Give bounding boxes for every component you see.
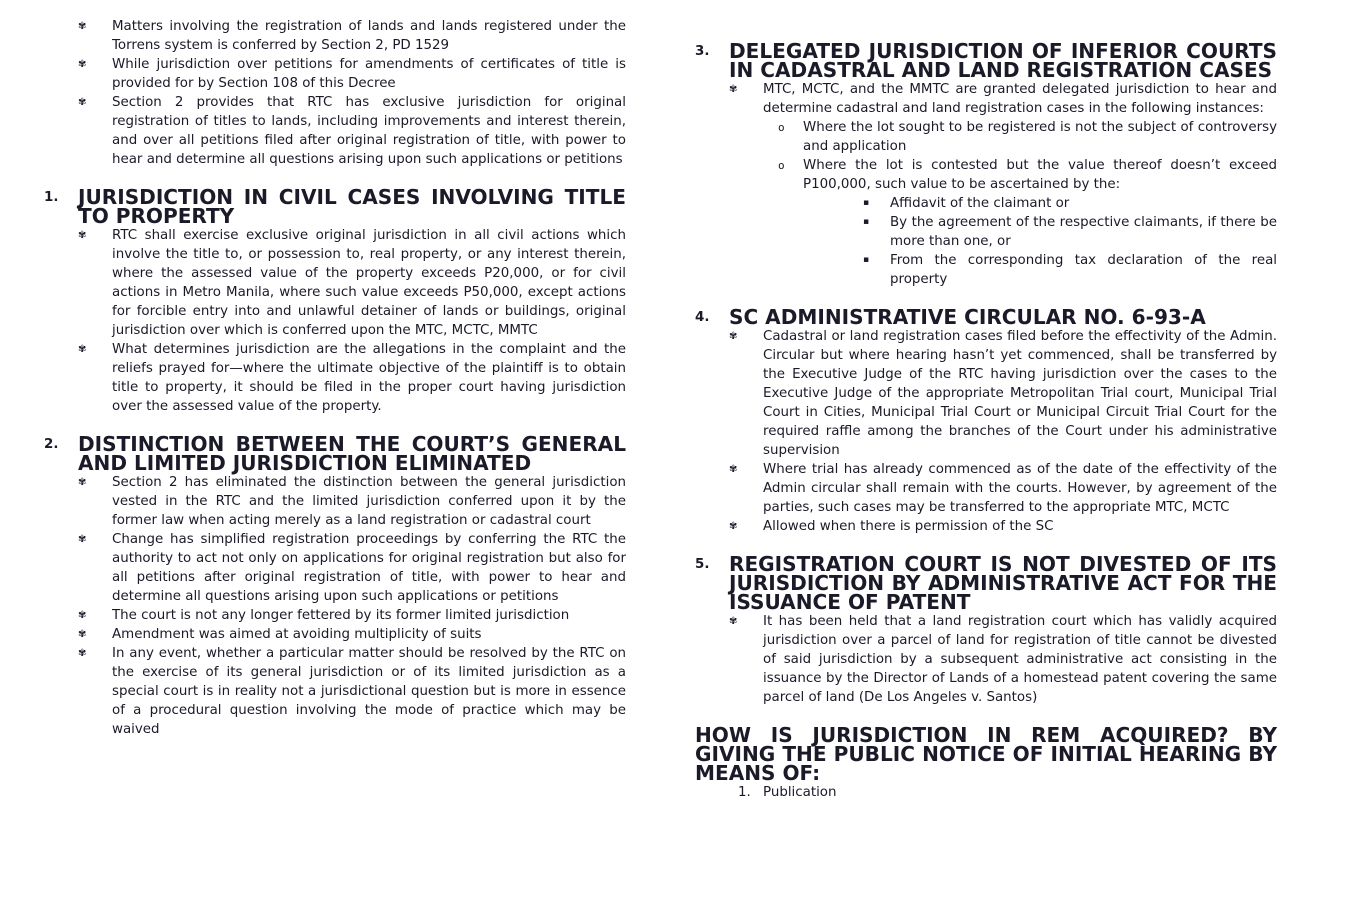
square-bullet-icon: ▪ [863,217,870,227]
section-3 [695,39,1277,289]
intro-bullet-list [44,17,626,169]
sub-sub-bullet-text: From the corresponding tax declaration of the real property [890,253,1277,287]
florette-bullet-icon: ✾ [729,84,738,95]
florette-bullet-icon: ✾ [729,331,738,342]
florette-bullet-icon: ✾ [78,97,87,108]
bullet-text: The court is not any longer fettered by its former limited jurisdiction [112,608,570,623]
bullet-item [695,80,1277,118]
sub-sub-bullet-item [695,213,1277,251]
how-acquired-heading: HOW IS JURISDICTION IN REM ACQUIRED? BY GIVING THE PUBLIC NOTICE OF INITIAL HEARING BY MEANS OF: [695,723,1277,785]
bullet-text: Section 2 provides that RTC has exclusive jurisdiction for original registration of titles to lands, including improvements and interest therein, and over all petitions filed after original registration of title, with power to hear and determine all questions arising upon such applications or petitions [112,95,626,167]
bullet-text: Cadastral or land registration cases filed before the effectivity of the Admin. Circular but where hearing hasn’t yet commenced, shall be transferred by the Executive Judge of the RTC having jurisdiction over the cases to the Executive Judge of the appropriate Metropolitan Trial court, Municipal Trial Court in Cities, Municipal Trial Court or Municipal Circuit Trial Court for the required raffle among the branches of the Court under his administrative supervision [763,329,1277,458]
florette-bullet-icon: ✾ [78,21,87,32]
bullet-item [695,460,1277,517]
section-1 [44,185,626,416]
bullet-item [44,606,626,625]
numbered-list-item [695,783,1277,802]
section-heading [695,552,1277,614]
bullet-item [44,340,626,416]
section-number: 2. [44,437,59,452]
left-column [44,17,626,802]
sub-bullet-text: Where the lot is contested but the value thereof doesn’t exceed P100,000, such value to be ascertained by the: [803,158,1277,192]
bullet-text: Amendment was aimed at avoiding multiplicity of suits [112,627,482,642]
bullet-item [44,55,626,93]
circle-bullet-icon: o [778,159,785,172]
bullet-text: Where trial has already commenced as of the date of the effectivity of the Admin circular shall remain with the courts. However, by agreement of the parties, such cases may be transferred to the appropriate MTC, MCTC [763,462,1277,515]
florette-bullet-icon: ✾ [78,344,87,355]
florette-bullet-icon: ✾ [78,610,87,621]
florette-bullet-icon: ✾ [78,534,87,545]
florette-bullet-icon: ✾ [78,648,87,659]
sub-bullet-item [695,156,1277,194]
florette-bullet-icon: ✾ [78,477,87,488]
florette-bullet-icon: ✾ [78,59,87,70]
florette-bullet-icon: ✾ [729,464,738,475]
sub-bullet-item [695,118,1277,156]
section-number: 1. [44,190,59,205]
sub-sub-bullet-item [695,251,1277,289]
sub-sub-bullet-text: By the agreement of the respective claimants, if there be more than one, or [890,215,1277,249]
section-5 [695,552,1277,707]
bullet-text: In any event, whether a particular matter should be resolved by the RTC on the exercise of its general jurisdiction or of its limited jurisdiction as a special court is in reality not a jurisdictional question but is more in essence of a procedural question involving the mode of practice which may be waived [112,646,626,737]
bullet-text: Matters involving the registration of lands and lands registered under the Torrens system is conferred by Section 2, PD 1529 [112,19,626,53]
bullet-item [44,625,626,644]
section-heading [695,39,1277,82]
florette-bullet-icon: ✾ [78,629,87,640]
sub-sub-bullet-item [695,194,1277,213]
section-heading [695,305,1277,329]
list-item-text: Publication [763,785,837,800]
florette-bullet-icon: ✾ [729,521,738,532]
section-title: JURISDICTION IN CIVIL CASES INVOLVING TITLE TO PROPERTY [78,185,626,228]
section-2 [44,432,626,739]
square-bullet-icon: ▪ [863,198,870,208]
bullet-text: It has been held that a land registration court which has validly acquired jurisdiction over a parcel of land for registration of title cannot be divested of said jurisdiction by a subsequent administrative act consisting in the issuance by the Director of Lands of a homestead patent covering the same parcel of land (De Los Angeles v. Santos) [763,614,1277,705]
section-title: REGISTRATION COURT IS NOT DIVESTED OF ITS JURISDICTION BY ADMINISTRATIVE ACT FOR THE ISSUANCE OF PATENT [729,552,1277,614]
list-item-number: 1. [738,785,751,800]
circle-bullet-icon: o [778,121,785,134]
bullet-text: Change has simplified registration proceedings by conferring the RTC the authority to act not only on applications for original registration but also for all petitions after original registration of title, with power to hear and determine all questions arising upon such applications or petitions [112,532,626,604]
bullet-text: While jurisdiction over petitions for amendments of certificates of title is provided for by Section 108 of this Decree [112,57,626,91]
section-heading [44,185,626,228]
sub-bullet-text: Where the lot sought to be registered is not the subject of controversy and application [803,120,1277,154]
square-bullet-icon: ▪ [863,255,870,265]
florette-bullet-icon: ✾ [78,230,87,241]
section-heading [44,432,626,475]
section-title: SC ADMINISTRATIVE CIRCULAR NO. 6-93-A [729,305,1206,329]
bullet-text: Allowed when there is permission of the SC [763,519,1054,534]
section-title: DISTINCTION BETWEEN THE COURT’S GENERAL AND LIMITED JURISDICTION ELIMINATED [78,432,626,475]
section-number: 3. [695,44,710,59]
section-title: DELEGATED JURISDICTION OF INFERIOR COURTS IN CADASTRAL AND LAND REGISTRATION CASES [729,39,1277,82]
bullet-item [695,327,1277,460]
bullet-item [44,17,626,55]
section-number: 4. [695,310,710,325]
bullet-item [44,473,626,530]
bullet-text: What determines jurisdiction are the allegations in the complaint and the reliefs prayed for—where the ultimate objective of the plaintiff is to obtain title to property, it should be filed in the proper court having jurisdiction over the assessed value of the property. [112,342,626,414]
right-column [695,39,1277,802]
bullet-text: Section 2 has eliminated the distinction between the general jurisdiction vested in the RTC and the limited jurisdiction conferred upon it by the former law when acting merely as a land registration or cadastral court [112,475,626,528]
bullet-item [695,612,1277,707]
florette-bullet-icon: ✾ [729,616,738,627]
section-number: 5. [695,557,710,572]
section-4 [695,305,1277,536]
bullet-item [44,226,626,340]
bullet-text: RTC shall exercise exclusive original jurisdiction in all civil actions which involve the title to, or possession to, real property, or any interest therein, where the assessed value of the property exceeds P20,000, or for civil actions in Metro Manila, where such value exceeds P50,000, except actions for forcible entry into and unlawful detainer of lands or buildings, original jurisdiction over which is conferred upon the MTC, MCTC, MMTC [112,228,626,338]
sub-sub-bullet-text: Affidavit of the claimant or [890,196,1070,211]
bullet-item [44,93,626,169]
how-acquired-block [695,723,1277,802]
bullet-item [44,530,626,606]
bullet-item [44,644,626,739]
bullet-item [695,517,1277,536]
bullet-text: MTC, MCTC, and the MMTC are granted delegated jurisdiction to hear and determine cadastral and land registration cases in the following instances: [763,82,1277,116]
